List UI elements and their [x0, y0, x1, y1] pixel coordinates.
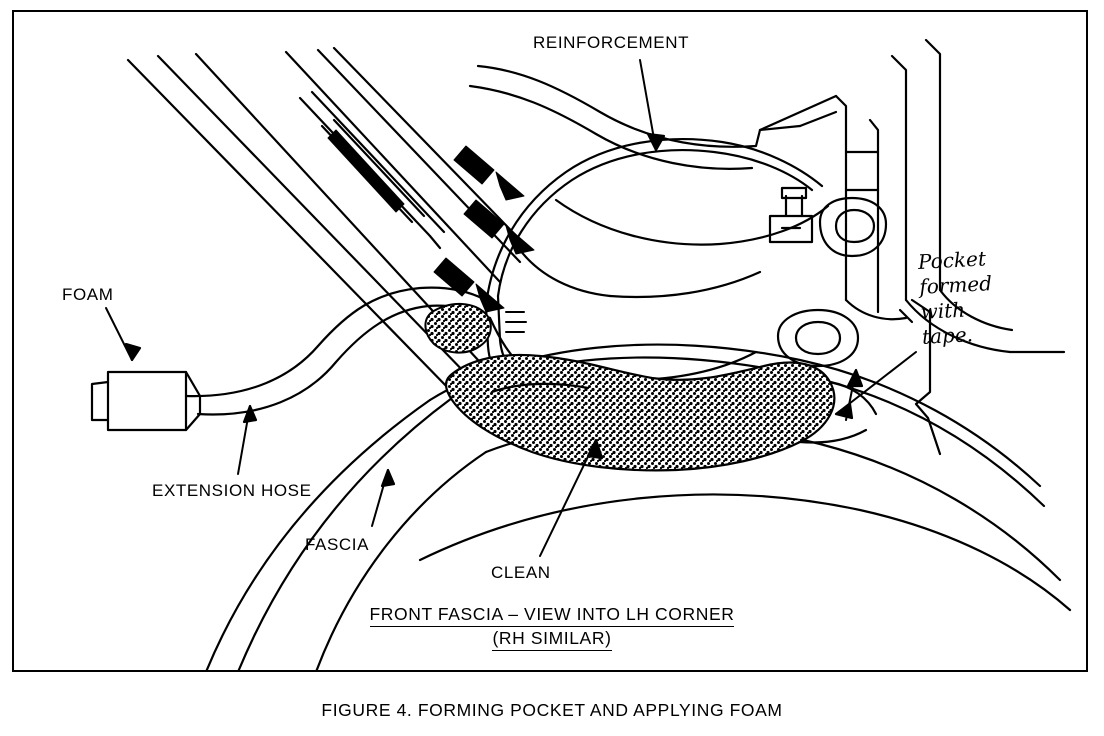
caption-line2-text: (RH SIMILAR) [492, 628, 611, 651]
diagram-caption-line2 [0, 628, 1104, 651]
label-reinforcement: REINFORCEMENT [533, 33, 690, 52]
diagram-caption-line1 [0, 604, 1104, 627]
figure-title: FIGURE 4. FORMING POCKET AND APPLYING FOAM [321, 700, 783, 720]
label-clean: CLEAN [491, 563, 551, 582]
caption-line1-text: FRONT FASCIA – VIEW INTO LH CORNER [370, 604, 735, 627]
label-fascia: FASCIA [305, 535, 370, 554]
label-foam: FOAM [62, 285, 114, 304]
label-extension-hose: EXTENSION HOSE [152, 481, 312, 500]
handwritten-pocket-note: Pocket formed with tape. [917, 246, 993, 349]
